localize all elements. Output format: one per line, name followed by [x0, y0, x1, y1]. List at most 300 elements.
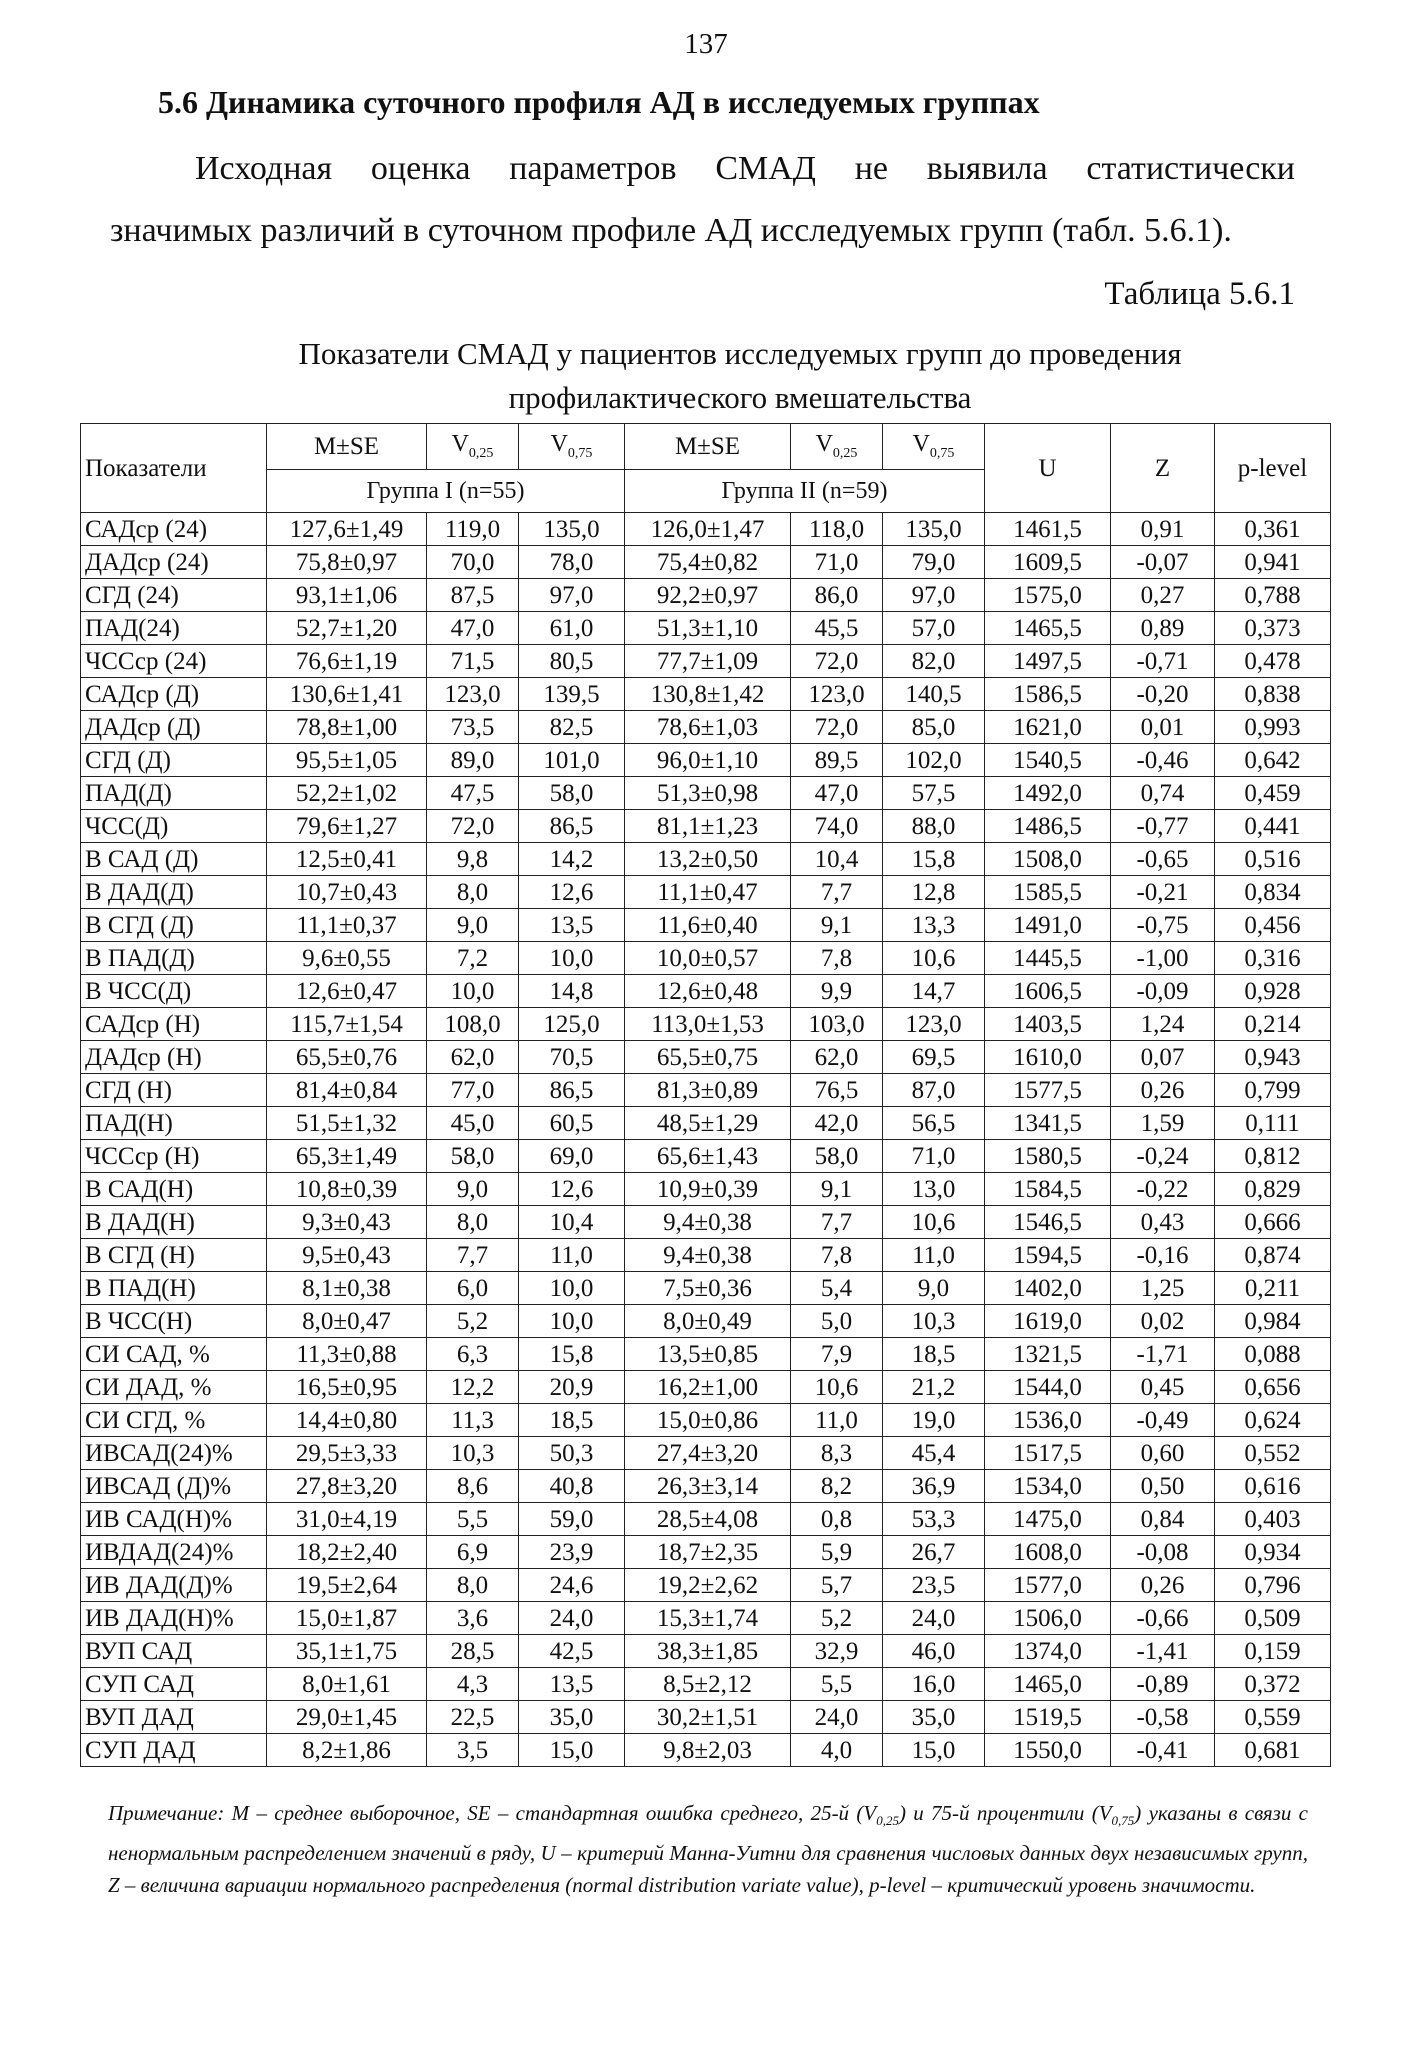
cell-v75-group2: 36,9: [883, 1470, 985, 1503]
cell-u: 1540,5: [985, 744, 1111, 777]
cell-mse-group1: 79,6±1,27: [267, 810, 427, 843]
cell-u: 1609,5: [985, 546, 1111, 579]
cell-v75-group2: 14,7: [883, 975, 985, 1008]
note-text-1: Примечание: М – среднее выборочное, SE – стандартная ошибка среднего, 25-й (V: [108, 1801, 877, 1825]
cell-v25-group2: 5,0: [791, 1305, 883, 1338]
cell-v75-group1: 35,0: [519, 1701, 625, 1734]
cell-v75-group1: 13,5: [519, 909, 625, 942]
cell-v25-group2: 86,0: [791, 579, 883, 612]
cell-v25-group1: 72,0: [427, 810, 519, 843]
cell-z: 0,27: [1111, 579, 1215, 612]
cell-z: -1,41: [1111, 1635, 1215, 1668]
cell-v25-group1: 47,5: [427, 777, 519, 810]
cell-u: 1475,0: [985, 1503, 1111, 1536]
cell-v25-group2: 10,4: [791, 843, 883, 876]
cell-mse-group1: 8,0±0,47: [267, 1305, 427, 1338]
cell-indicator: ИВДАД(24)%: [81, 1536, 267, 1569]
table-row: [81, 1701, 1331, 1734]
cell-v75-group2: 13,3: [883, 909, 985, 942]
cell-v25-group2: 32,9: [791, 1635, 883, 1668]
cell-v25-group2: 72,0: [791, 645, 883, 678]
cell-mse-group2: 51,3±0,98: [625, 777, 791, 810]
cell-v25-group2: 0,8: [791, 1503, 883, 1536]
cell-v25-group2: 7,8: [791, 1239, 883, 1272]
cell-v25-group2: 8,3: [791, 1437, 883, 1470]
cell-v75-group2: 88,0: [883, 810, 985, 843]
cell-z: 0,26: [1111, 1569, 1215, 1602]
cell-p-level: 0,984: [1215, 1305, 1331, 1338]
table-row: [81, 1107, 1331, 1140]
cell-p-level: 0,834: [1215, 876, 1331, 909]
cell-u: 1403,5: [985, 1008, 1111, 1041]
cell-v75-group2: 26,7: [883, 1536, 985, 1569]
cell-v75-group2: 12,8: [883, 876, 985, 909]
cell-v25-group2: 123,0: [791, 678, 883, 711]
cell-mse-group2: 30,2±1,51: [625, 1701, 791, 1734]
header-z: Z: [1111, 424, 1215, 513]
cell-indicator: ВУП ДАД: [81, 1701, 267, 1734]
table-row: [81, 1668, 1331, 1701]
cell-v25-group2: 47,0: [791, 777, 883, 810]
cell-v25-group1: 62,0: [427, 1041, 519, 1074]
cell-u: 1486,5: [985, 810, 1111, 843]
cell-u: 1402,0: [985, 1272, 1111, 1305]
table-title-line-2: профилактического вмешательства: [508, 380, 972, 415]
header-v25-group1: [427, 424, 519, 470]
cell-v75-group1: 18,5: [519, 1404, 625, 1437]
cell-p-level: 0,372: [1215, 1668, 1331, 1701]
cell-v75-group2: 10,3: [883, 1305, 985, 1338]
table-row: [81, 1404, 1331, 1437]
cell-indicator: САДср (Н): [81, 1008, 267, 1041]
cell-mse-group1: 19,5±2,64: [267, 1569, 427, 1602]
cell-v75-group1: 78,0: [519, 546, 625, 579]
cell-v25-group1: 71,5: [427, 645, 519, 678]
cell-p-level: 0,441: [1215, 810, 1331, 843]
cell-p-level: 0,812: [1215, 1140, 1331, 1173]
cell-v75-group2: 87,0: [883, 1074, 985, 1107]
cell-v25-group1: 58,0: [427, 1140, 519, 1173]
cell-v25-group2: 89,5: [791, 744, 883, 777]
cell-v75-group1: 61,0: [519, 612, 625, 645]
cell-v75-group2: 82,0: [883, 645, 985, 678]
cell-u: 1610,0: [985, 1041, 1111, 1074]
cell-mse-group2: 12,6±0,48: [625, 975, 791, 1008]
cell-indicator: ИВСАД (Д)%: [81, 1470, 267, 1503]
cell-mse-group2: 126,0±1,47: [625, 513, 791, 546]
paragraph-line-1: Исходная оценка параметров СМАД не выявила статистически: [195, 150, 1295, 187]
cell-z: 0,74: [1111, 777, 1215, 810]
cell-z: 0,60: [1111, 1437, 1215, 1470]
cell-v75-group2: 97,0: [883, 579, 985, 612]
cell-indicator: ПАД(24): [81, 612, 267, 645]
cell-mse-group1: 27,8±3,20: [267, 1470, 427, 1503]
cell-v25-group2: 72,0: [791, 711, 883, 744]
cell-mse-group2: 65,5±0,75: [625, 1041, 791, 1074]
table-row: [81, 1041, 1331, 1074]
cell-v75-group2: 45,4: [883, 1437, 985, 1470]
cell-mse-group1: 127,6±1,49: [267, 513, 427, 546]
cell-p-level: 0,214: [1215, 1008, 1331, 1041]
cell-u: 1536,0: [985, 1404, 1111, 1437]
cell-mse-group2: 113,0±1,53: [625, 1008, 791, 1041]
cell-indicator: ВУП САД: [81, 1635, 267, 1668]
section-heading: 5.6 Динамика суточного профиля АД в исследуемых группах: [158, 84, 1040, 120]
cell-indicator: САДср (Д): [81, 678, 267, 711]
cell-v25-group1: 9,8: [427, 843, 519, 876]
cell-v25-group2: 5,4: [791, 1272, 883, 1305]
cell-v25-group2: 9,1: [791, 1173, 883, 1206]
cell-mse-group1: 12,6±0,47: [267, 975, 427, 1008]
cell-p-level: 0,111: [1215, 1107, 1331, 1140]
cell-v75-group2: 123,0: [883, 1008, 985, 1041]
cell-v25-group2: 7,7: [791, 1206, 883, 1239]
cell-mse-group1: 16,5±0,95: [267, 1371, 427, 1404]
cell-v25-group1: 10,3: [427, 1437, 519, 1470]
cell-mse-group1: 29,5±3,33: [267, 1437, 427, 1470]
cell-v25-group2: 7,9: [791, 1338, 883, 1371]
table-row: [81, 711, 1331, 744]
cell-p-level: 0,796: [1215, 1569, 1331, 1602]
cell-indicator: В ДАД(Д): [81, 876, 267, 909]
cell-z: -0,65: [1111, 843, 1215, 876]
cell-indicator: В САД(Н): [81, 1173, 267, 1206]
cell-v25-group1: 12,2: [427, 1371, 519, 1404]
cell-mse-group1: 52,7±1,20: [267, 612, 427, 645]
cell-v25-group2: 24,0: [791, 1701, 883, 1734]
cell-z: 0,26: [1111, 1074, 1215, 1107]
cell-v75-group1: 125,0: [519, 1008, 625, 1041]
cell-indicator: ЧССср (24): [81, 645, 267, 678]
cell-z: -0,16: [1111, 1239, 1215, 1272]
cell-p-level: 0,941: [1215, 546, 1331, 579]
cell-v75-group1: 12,6: [519, 876, 625, 909]
cell-v75-group1: 69,0: [519, 1140, 625, 1173]
cell-mse-group2: 7,5±0,36: [625, 1272, 791, 1305]
cell-u: 1584,5: [985, 1173, 1111, 1206]
cell-p-level: 0,681: [1215, 1734, 1331, 1767]
cell-mse-group2: 28,5±4,08: [625, 1503, 791, 1536]
cell-z: -0,46: [1111, 744, 1215, 777]
cell-indicator: ЧСС(Д): [81, 810, 267, 843]
header-group-2: Группа II (n=59): [625, 470, 985, 513]
table-row: [81, 1008, 1331, 1041]
cell-z: -0,24: [1111, 1140, 1215, 1173]
table-row: [81, 876, 1331, 909]
cell-z: -0,71: [1111, 645, 1215, 678]
cell-p-level: 0,993: [1215, 711, 1331, 744]
cell-v25-group2: 9,9: [791, 975, 883, 1008]
cell-v75-group1: 86,5: [519, 810, 625, 843]
cell-mse-group1: 29,0±1,45: [267, 1701, 427, 1734]
cell-indicator: В ЧСС(Н): [81, 1305, 267, 1338]
cell-v75-group2: 19,0: [883, 1404, 985, 1437]
cell-p-level: 0,088: [1215, 1338, 1331, 1371]
cell-p-level: 0,159: [1215, 1635, 1331, 1668]
cell-v25-group1: 108,0: [427, 1008, 519, 1041]
cell-u: 1577,0: [985, 1569, 1111, 1602]
cell-mse-group1: 76,6±1,19: [267, 645, 427, 678]
table-row: [81, 1734, 1331, 1767]
cell-v75-group2: 23,5: [883, 1569, 985, 1602]
cell-indicator: В ПАД(Н): [81, 1272, 267, 1305]
cell-z: -0,89: [1111, 1668, 1215, 1701]
cell-p-level: 0,642: [1215, 744, 1331, 777]
table-row: [81, 678, 1331, 711]
cell-v75-group1: 80,5: [519, 645, 625, 678]
cell-v25-group1: 8,0: [427, 1569, 519, 1602]
cell-mse-group1: 75,8±0,97: [267, 546, 427, 579]
cell-v25-group1: 123,0: [427, 678, 519, 711]
cell-p-level: 0,829: [1215, 1173, 1331, 1206]
cell-mse-group2: 9,4±0,38: [625, 1206, 791, 1239]
v-subscript: 0,75: [567, 445, 593, 461]
cell-v25-group2: 7,8: [791, 942, 883, 975]
paragraph-line-2: значимых различий в суточном профиле АД исследуемых групп (табл. 5.6.1).: [110, 212, 1232, 249]
cell-mse-group2: 8,0±0,49: [625, 1305, 791, 1338]
cell-mse-group1: 35,1±1,75: [267, 1635, 427, 1668]
cell-v25-group2: 5,5: [791, 1668, 883, 1701]
cell-v25-group2: 5,2: [791, 1602, 883, 1635]
cell-v75-group1: 11,0: [519, 1239, 625, 1272]
cell-indicator: ДАДср (Д): [81, 711, 267, 744]
cell-v25-group1: 9,0: [427, 909, 519, 942]
cell-z: 0,02: [1111, 1305, 1215, 1338]
table-row: [81, 645, 1331, 678]
cell-mse-group1: 14,4±0,80: [267, 1404, 427, 1437]
cell-mse-group1: 78,8±1,00: [267, 711, 427, 744]
cell-v75-group1: 135,0: [519, 513, 625, 546]
cell-v75-group1: 14,8: [519, 975, 625, 1008]
cell-v25-group1: 5,2: [427, 1305, 519, 1338]
cell-u: 1465,0: [985, 1668, 1111, 1701]
cell-z: -0,20: [1111, 678, 1215, 711]
cell-v75-group1: 24,6: [519, 1569, 625, 1602]
cell-indicator: СИ СГД, %: [81, 1404, 267, 1437]
cell-v75-group2: 13,0: [883, 1173, 985, 1206]
cell-v25-group1: 6,3: [427, 1338, 519, 1371]
cell-p-level: 0,874: [1215, 1239, 1331, 1272]
table-row: [81, 975, 1331, 1008]
cell-v75-group1: 97,0: [519, 579, 625, 612]
cell-u: 1492,0: [985, 777, 1111, 810]
note-text-2: ) и 75-й процентили (V: [898, 1801, 1112, 1825]
cell-z: 0,91: [1111, 513, 1215, 546]
cell-v25-group2: 42,0: [791, 1107, 883, 1140]
cell-indicator: ИВ ДАД(Д)%: [81, 1569, 267, 1602]
cell-mse-group2: 81,3±0,89: [625, 1074, 791, 1107]
cell-u: 1341,5: [985, 1107, 1111, 1140]
cell-v75-group2: 71,0: [883, 1140, 985, 1173]
cell-mse-group2: 78,6±1,03: [625, 711, 791, 744]
cell-v75-group1: 10,4: [519, 1206, 625, 1239]
cell-mse-group2: 16,2±1,00: [625, 1371, 791, 1404]
cell-p-level: 0,552: [1215, 1437, 1331, 1470]
cell-p-level: 0,456: [1215, 909, 1331, 942]
cell-u: 1550,0: [985, 1734, 1111, 1767]
header-u: U: [985, 424, 1111, 513]
header-v75-group2: [883, 424, 985, 470]
cell-indicator: СУП ДАД: [81, 1734, 267, 1767]
cell-mse-group1: 31,0±4,19: [267, 1503, 427, 1536]
table-title-line-1: Показатели СМАД у пациентов исследуемых групп до проведения: [298, 336, 1182, 371]
cell-z: -0,08: [1111, 1536, 1215, 1569]
cell-p-level: 0,509: [1215, 1602, 1331, 1635]
cell-v25-group1: 28,5: [427, 1635, 519, 1668]
indicators-table: [80, 423, 1331, 1767]
cell-v25-group1: 3,6: [427, 1602, 519, 1635]
cell-u: 1546,5: [985, 1206, 1111, 1239]
note-subscript-1: 0,25: [876, 1813, 899, 1829]
v-symbol: V: [815, 431, 833, 458]
cell-v25-group1: 87,5: [427, 579, 519, 612]
cell-mse-group2: 51,3±1,10: [625, 612, 791, 645]
cell-v75-group2: 102,0: [883, 744, 985, 777]
cell-v75-group2: 53,3: [883, 1503, 985, 1536]
cell-v25-group1: 119,0: [427, 513, 519, 546]
cell-v75-group2: 79,0: [883, 546, 985, 579]
cell-mse-group1: 11,1±0,37: [267, 909, 427, 942]
cell-p-level: 0,928: [1215, 975, 1331, 1008]
table-label: Таблица 5.6.1: [1104, 276, 1295, 312]
cell-z: 0,89: [1111, 612, 1215, 645]
cell-mse-group1: 8,1±0,38: [267, 1272, 427, 1305]
cell-v25-group2: 45,5: [791, 612, 883, 645]
table-row: [81, 909, 1331, 942]
cell-v75-group1: 59,0: [519, 1503, 625, 1536]
cell-u: 1534,0: [985, 1470, 1111, 1503]
cell-v25-group2: 8,2: [791, 1470, 883, 1503]
cell-mse-group1: 115,7±1,54: [267, 1008, 427, 1041]
cell-v75-group1: 10,0: [519, 1305, 625, 1338]
cell-mse-group1: 9,6±0,55: [267, 942, 427, 975]
cell-mse-group2: 65,6±1,43: [625, 1140, 791, 1173]
cell-v75-group2: 24,0: [883, 1602, 985, 1635]
cell-v25-group1: 7,2: [427, 942, 519, 975]
table-row: [81, 1602, 1331, 1635]
cell-z: -0,07: [1111, 546, 1215, 579]
page-number: 137: [684, 28, 728, 60]
cell-mse-group2: 15,0±0,86: [625, 1404, 791, 1437]
cell-z: -0,49: [1111, 1404, 1215, 1437]
table-note: [108, 1797, 1308, 1901]
cell-v25-group2: 62,0: [791, 1041, 883, 1074]
cell-v75-group2: 69,5: [883, 1041, 985, 1074]
cell-v25-group1: 73,5: [427, 711, 519, 744]
cell-mse-group2: 27,4±3,20: [625, 1437, 791, 1470]
cell-mse-group1: 51,5±1,32: [267, 1107, 427, 1140]
cell-v75-group1: 50,3: [519, 1437, 625, 1470]
cell-v75-group1: 15,0: [519, 1734, 625, 1767]
cell-v75-group2: 56,5: [883, 1107, 985, 1140]
cell-mse-group2: 10,9±0,39: [625, 1173, 791, 1206]
cell-v25-group1: 3,5: [427, 1734, 519, 1767]
cell-v25-group1: 5,5: [427, 1503, 519, 1536]
cell-v75-group2: 9,0: [883, 1272, 985, 1305]
cell-z: 1,25: [1111, 1272, 1215, 1305]
cell-u: 1575,0: [985, 579, 1111, 612]
cell-p-level: 0,616: [1215, 1470, 1331, 1503]
cell-v75-group1: 13,5: [519, 1668, 625, 1701]
cell-v75-group1: 70,5: [519, 1041, 625, 1074]
cell-mse-group2: 38,3±1,85: [625, 1635, 791, 1668]
header-indicator: Показатели: [81, 424, 267, 513]
cell-v25-group1: 47,0: [427, 612, 519, 645]
cell-mse-group2: 11,1±0,47: [625, 876, 791, 909]
cell-v75-group2: 35,0: [883, 1701, 985, 1734]
cell-z: -1,00: [1111, 942, 1215, 975]
cell-z: -1,71: [1111, 1338, 1215, 1371]
cell-mse-group2: 48,5±1,29: [625, 1107, 791, 1140]
cell-v75-group1: 10,0: [519, 942, 625, 975]
cell-mse-group1: 11,3±0,88: [267, 1338, 427, 1371]
cell-u: 1619,0: [985, 1305, 1111, 1338]
cell-mse-group1: 93,1±1,06: [267, 579, 427, 612]
cell-v25-group2: 10,6: [791, 1371, 883, 1404]
cell-z: -0,09: [1111, 975, 1215, 1008]
table-row: [81, 1503, 1331, 1536]
cell-v25-group1: 8,0: [427, 876, 519, 909]
cell-v25-group1: 7,7: [427, 1239, 519, 1272]
table-row: [81, 1074, 1331, 1107]
cell-v25-group1: 11,3: [427, 1404, 519, 1437]
cell-v75-group2: 10,6: [883, 942, 985, 975]
cell-v75-group1: 101,0: [519, 744, 625, 777]
cell-v75-group2: 140,5: [883, 678, 985, 711]
cell-p-level: 0,361: [1215, 513, 1331, 546]
cell-v25-group1: 6,0: [427, 1272, 519, 1305]
table-row: [81, 1206, 1331, 1239]
cell-v75-group2: 18,5: [883, 1338, 985, 1371]
cell-v25-group2: 5,9: [791, 1536, 883, 1569]
cell-u: 1621,0: [985, 711, 1111, 744]
cell-p-level: 0,624: [1215, 1404, 1331, 1437]
table-row: [81, 843, 1331, 876]
cell-v75-group1: 23,9: [519, 1536, 625, 1569]
cell-p-level: 0,838: [1215, 678, 1331, 711]
cell-v25-group1: 70,0: [427, 546, 519, 579]
cell-u: 1577,5: [985, 1074, 1111, 1107]
v-symbol: V: [912, 431, 930, 458]
cell-mse-group1: 95,5±1,05: [267, 744, 427, 777]
cell-u: 1491,0: [985, 909, 1111, 942]
cell-u: 1606,5: [985, 975, 1111, 1008]
table-row: [81, 1173, 1331, 1206]
cell-indicator: СИ САД, %: [81, 1338, 267, 1371]
cell-v75-group1: 82,5: [519, 711, 625, 744]
cell-z: -0,21: [1111, 876, 1215, 909]
cell-indicator: СГД (24): [81, 579, 267, 612]
cell-mse-group2: 81,1±1,23: [625, 810, 791, 843]
cell-v75-group1: 86,5: [519, 1074, 625, 1107]
cell-v25-group1: 22,5: [427, 1701, 519, 1734]
cell-indicator: ИВ ДАД(Н)%: [81, 1602, 267, 1635]
cell-v25-group1: 8,0: [427, 1206, 519, 1239]
cell-z: 0,84: [1111, 1503, 1215, 1536]
cell-p-level: 0,478: [1215, 645, 1331, 678]
cell-u: 1465,5: [985, 612, 1111, 645]
cell-mse-group2: 75,4±0,82: [625, 546, 791, 579]
header-mse-group1: M±SE: [267, 424, 427, 470]
cell-v25-group1: 8,6: [427, 1470, 519, 1503]
cell-mse-group1: 9,5±0,43: [267, 1239, 427, 1272]
cell-mse-group1: 52,2±1,02: [267, 777, 427, 810]
cell-mse-group2: 13,2±0,50: [625, 843, 791, 876]
cell-v25-group2: 11,0: [791, 1404, 883, 1437]
cell-p-level: 0,211: [1215, 1272, 1331, 1305]
cell-v75-group2: 57,5: [883, 777, 985, 810]
cell-mse-group2: 19,2±2,62: [625, 1569, 791, 1602]
